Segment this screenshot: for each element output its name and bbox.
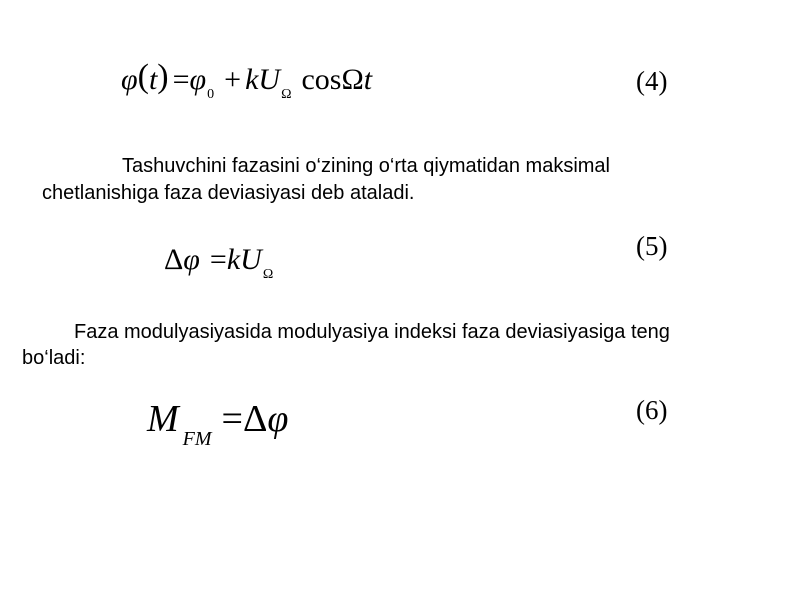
eq4-subscript-omega: Ω	[281, 87, 292, 102]
eq4-k: k	[245, 63, 259, 96]
eq5-phi: φ	[183, 243, 200, 276]
eq6-phi: φ	[267, 398, 289, 440]
eq4-omega: Ω	[341, 63, 364, 96]
equation-number-5: (5)	[636, 231, 668, 261]
eq4-plus: +	[224, 63, 242, 96]
equation-number-4: (4)	[636, 66, 668, 96]
paragraph-1-line-2: chetlanishiga faza deviasiyasi deb ataladi.	[42, 182, 415, 204]
eq6-subscript-FM: FM	[182, 428, 212, 450]
eq6-equals: =	[221, 398, 243, 440]
equation-4	[121, 58, 373, 102]
eq4-cos: cos	[301, 63, 342, 96]
eq4-U: U	[258, 63, 281, 96]
eq4-left-paren: (	[137, 58, 149, 95]
eq6-delta: Δ	[242, 398, 268, 440]
eq5-equals: =	[209, 243, 227, 276]
eq4-subscript-zero: 0	[207, 87, 215, 102]
paragraph-1-line-1: Tashuvchini fazasini o‘zining o‘rta qiymatidan maksimal	[122, 155, 610, 177]
eq5-k: k	[226, 243, 241, 276]
paragraph-2-line-1: Faza modulyasiyasida modulyasiya indeksi faza deviasiyasiga teng	[74, 321, 670, 343]
eq4-t: t	[148, 63, 158, 96]
equation-5	[164, 243, 274, 282]
eq4-phi: φ	[121, 63, 138, 96]
paragraph-2-line-2: bo‘ladi:	[22, 347, 86, 369]
equation-number-6: (6)	[636, 395, 668, 425]
eq5-U: U	[240, 243, 262, 276]
eq6-M: M	[147, 398, 179, 440]
equation-6	[147, 398, 289, 450]
eq5-subscript-omega: Ω	[262, 267, 274, 282]
eq4-phi0: φ	[189, 63, 207, 96]
eq4-right-paren: )	[157, 58, 169, 95]
eq4-t2: t	[363, 63, 373, 96]
eq5-delta: Δ	[164, 243, 184, 276]
eq4-equals: =	[172, 63, 190, 96]
